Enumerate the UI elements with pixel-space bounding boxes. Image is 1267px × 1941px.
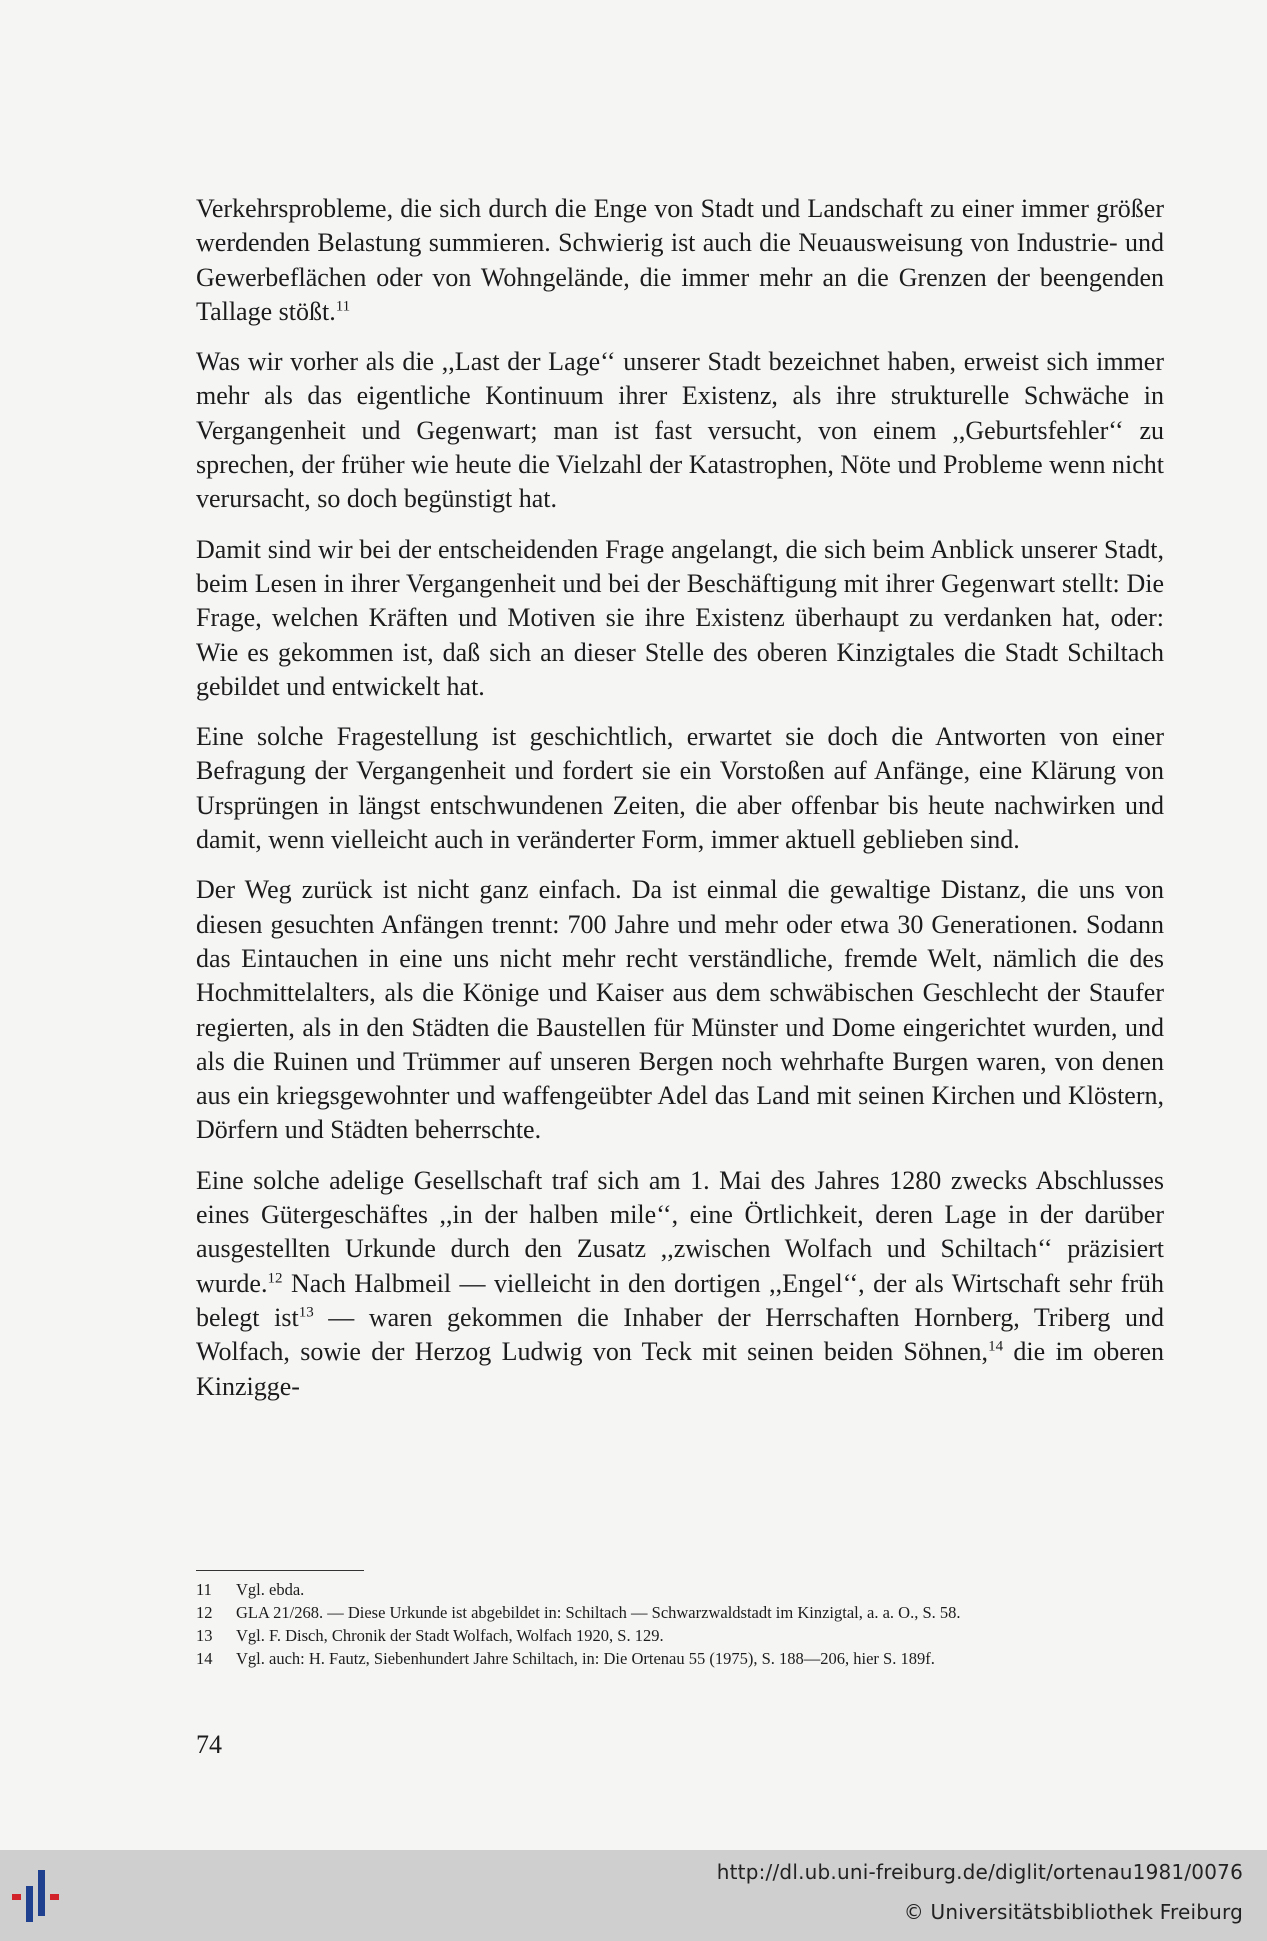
viewer-footer (0, 1850, 1267, 1941)
body-text (196, 192, 1164, 1420)
page-number: 74 (196, 1730, 222, 1759)
ub-freiburg-logo-icon[interactable] (12, 1864, 82, 1928)
paragraph-2: Was wir vorher als die ,,Last der Lage‘‘ unserer Stadt bezeichnet haben, erweist sich immer mehr als das eigentliche Kontinuum ihrer Existenz, als ihre strukturelle Schwäche in Vergangenheit und Gegenwart; man ist fast versucht, von einem ,,Geburtsfehler‘‘ zu sprechen, der früher wie heute die Vielzahl der Katastrophen, Nöte und Probleme wenn nicht verursacht, so doch begünstigt hat. (196, 347, 1164, 514)
footnote-ref-14[interactable]: 14 (988, 1338, 1004, 1355)
footnote-divider (196, 1570, 364, 1571)
footnote-number: 13 (196, 1626, 213, 1645)
paragraph-1: Verkehrsprobleme, die sich durch die Enge von Stadt und Landschaft zu einer immer größer werdenden Belastung summieren. Schwierig ist auch die Neuausweisung von Industrie- und Gewerbeflächen oder von Wohngelände, die immer mehr an die Grenzen der beengenden Tallage stößt.$^{11}$ (196, 194, 1164, 326)
footnote-14 (196, 1647, 1171, 1670)
footnote-number: 11 (196, 1580, 212, 1599)
footnote-11 (196, 1578, 1171, 1601)
footnote-text: Vgl. ebda. (236, 1580, 305, 1599)
paragraph-3: Damit sind wir bei der entscheidenden Frage angelangt, die sich beim Anblick unserer Stadt, beim Lesen in ihrer Vergangenheit und bei der Beschäftigung mit ihrer Gegenwart stellt: Die Frage, welchen Kräften und Motiven sie ihre Existenz überhaupt zu verdanken hat, oder: Wie es gekommen ist, daß sich an dieser Stelle des oberen Kinzigtales die Stadt Schiltach gebildet und entwickelt hat. (196, 534, 1164, 701)
footnote-text: Vgl. auch: H. Fautz, Siebenhundert Jahre Schiltach, in: Die Ortenau 55 (1975), S. 188—206, hier S. 189f. (236, 1649, 935, 1668)
paragraph-5: Der Weg zurück ist nicht ganz einfach. Da ist einmal die gewaltige Distanz, die uns von diesen gesuchten Anfängen trennt: 700 Jahre und mehr oder etwa 30 Generationen. Sodann das Eintauchen in eine uns nicht mehr recht verständliche, fremde Welt, nämlich die des Hochmittelalters, als die Könige und Kaiser aus dem schwäbischen Geschlecht der Staufer regierten, als in den Städten die Baustellen für Münster und Dome eingerichtet wurden, und als die Ruinen und Trümmer auf unseren Bergen noch wehrhafte Burgen waren, von denen aus ein kriegsgewohnter und waffengeübter Adel das Land mit seinen Kirchen und Klöstern, Dörfern und Städten beherrschte. (196, 875, 1164, 1145)
source-url-link[interactable]: http://dl.ub.uni-freiburg.de/diglit/ortenau1981/0076 (716, 1860, 1243, 1884)
footnote-ref-13[interactable]: 13 (298, 1304, 314, 1321)
copyright-notice: © Universitätsbibliothek Freiburg (903, 1900, 1243, 1924)
footnote-text: GLA 21/268. — Diese Urkunde ist abgebildet in: Schiltach — Schwarzwaldstadt im Kinzigtal, a. a. O., S. 58. (236, 1603, 961, 1622)
footnote-number: 12 (196, 1603, 213, 1622)
paragraph-4: Eine solche Fragestellung ist geschichtlich, erwartet sie doch die Antworten von einer Befragung der Vergangenheit und fordert sie ein Vorstoßen auf Anfänge, eine Klärung von Ursprüngen in längst entschwundenen Zeiten, die aber offenbar bis heute nachwirken und damit, wenn vielleicht auch in veränderter Form, immer aktuell geblieben sind. (196, 722, 1164, 855)
footnote-number: 14 (196, 1649, 213, 1668)
footnote-13 (196, 1624, 1171, 1647)
paragraph-6: Eine solche adelige Gesellschaft traf sich am 1. Mai des Jahres 1280 zwecks Abschlusses eines Gütergeschäftes ,,in der halben mile‘‘, eine Örtlichkeit, deren Lage in der darüber ausgestellten Urkunde durch den Zusatz ,,zwischen Wolfach und Schiltach‘‘ präzisiert wurde.$^{12}$ Nach Halbmeil — vielleicht in den dortigen ,,Engel‘‘, der als Wirtschaft sehr früh belegt ist$^{13}$ — waren gekommen die Inhaber der Herrschaften Hornberg, Triberg und Wolfach, sowie der Herzog Ludwig von Teck mit seinen beiden Söhnen,$^{14}$ die im oberen Kinzigge- (196, 1165, 1165, 1401)
footnote-ref-12[interactable]: 12 (267, 1269, 283, 1286)
footnotes (196, 1578, 1171, 1670)
footnote-ref-11[interactable]: 11 (335, 298, 351, 315)
footnote-12 (196, 1601, 1171, 1624)
footnote-text: Vgl. F. Disch, Chronik der Stadt Wolfach, Wolfach 1920, S. 129. (236, 1626, 664, 1645)
